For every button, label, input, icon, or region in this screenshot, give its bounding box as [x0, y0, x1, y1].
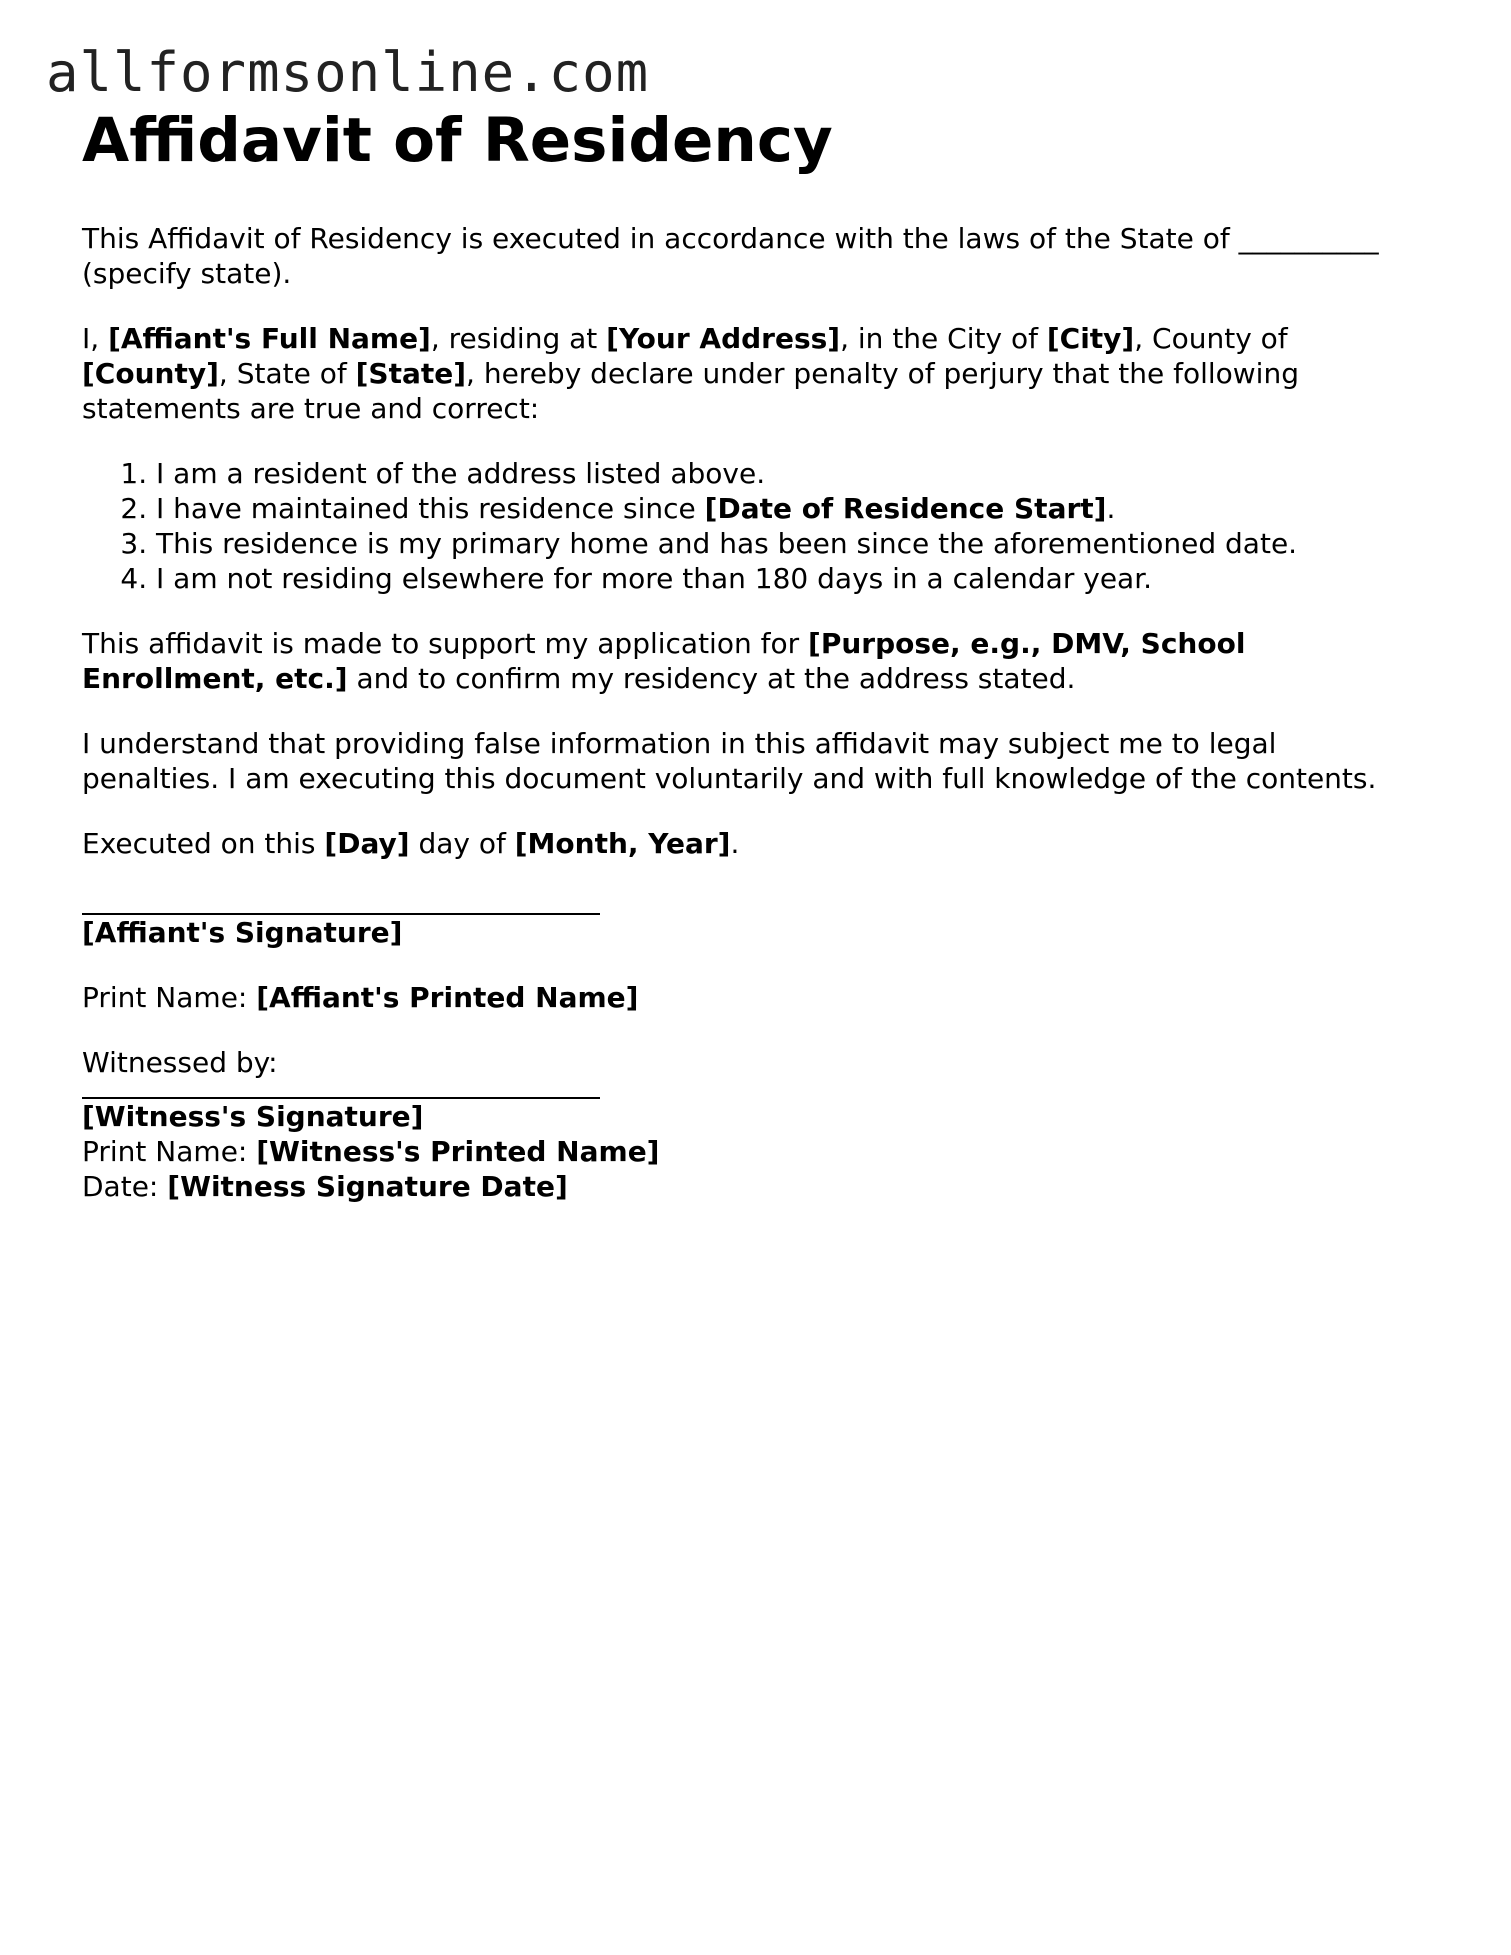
statement-3: 3. This residence is my primary home and has been since the aforementioned date.	[156, 526, 1422, 561]
declaration-text-2: , residing at	[430, 322, 607, 355]
intro-suffix: (specify state).	[82, 257, 292, 290]
executed-middle: day of	[409, 827, 515, 860]
intro-paragraph	[82, 221, 1422, 291]
witness-print-name	[82, 1134, 1422, 1169]
witness-printed-name-placeholder: [Witness's Printed Name]	[256, 1135, 660, 1168]
affidavit-document	[82, 105, 1422, 1204]
statement-4: 4. I am not residing elsewhere for more than 180 days in a calendar year.	[156, 561, 1422, 596]
statements-list	[82, 456, 1422, 596]
affiant-signature-label	[82, 915, 1422, 950]
document-title: Affidavit of Residency	[82, 105, 833, 176]
affiant-signature-text: [Affiant's Signature]	[82, 916, 403, 949]
executed-period: .	[730, 827, 740, 860]
declaration-text-3: , in the City of	[840, 322, 1047, 355]
understanding-paragraph: I understand that providing false information in this affidavit may subject me to legal penalties. I am executing this document voluntarily and with full knowledge of the contents.	[82, 727, 1377, 795]
declaration-text-6: , hereby declare under penalty of perjury that the following statements are true and correct:	[82, 357, 1299, 425]
witness-print-label: Print Name:	[82, 1135, 257, 1168]
day-placeholder: [Day]	[324, 827, 410, 860]
site-watermark: allformsonline.com	[46, 41, 650, 104]
residence-start-placeholder: [Date of Residence Start]	[704, 492, 1107, 525]
witness-date-placeholder: [Witness Signature Date]	[167, 1170, 568, 1203]
county-placeholder: [County]	[82, 357, 219, 390]
purpose-paragraph	[82, 626, 1422, 696]
witness-date-label: Date:	[82, 1170, 168, 1203]
affiant-name-placeholder: [Affiant's Full Name]	[108, 322, 431, 355]
address-placeholder: [Your Address]	[606, 322, 841, 355]
purpose-suffix: and to confirm my residency at the address stated.	[347, 662, 1076, 695]
statement-2	[156, 491, 1422, 526]
declaration-text-5: , State of	[218, 357, 356, 390]
witness-date	[82, 1169, 1422, 1204]
purpose-placeholder: [Purpose, e.g., DMV, School Enrollment, etc.]	[82, 627, 1246, 695]
affiant-print-label: Print Name:	[82, 981, 257, 1014]
declaration-text-4: , County of	[1134, 322, 1288, 355]
city-placeholder: [City]	[1046, 322, 1135, 355]
witnessed-by: Witnessed by:	[82, 1046, 278, 1079]
state-blank: __________	[1238, 222, 1379, 255]
witness-signature-label	[82, 1099, 1422, 1134]
affiant-printed-name-placeholder: [Affiant's Printed Name]	[256, 981, 639, 1014]
intro-text: This Affidavit of Residency is executed in accordance with the laws of the State of	[82, 222, 1239, 255]
declaration-paragraph	[82, 321, 1422, 426]
executed-text: Executed on this	[82, 827, 325, 860]
month-year-placeholder: [Month, Year]	[514, 827, 731, 860]
purpose-text: This affidavit is made to support my application for	[82, 627, 809, 660]
witness-signature-text: [Witness's Signature]	[82, 1100, 424, 1133]
declaration-text-1: I,	[82, 322, 109, 355]
affiant-print-name	[82, 980, 1422, 1015]
statement-1: 1. I am a resident of the address listed above.	[156, 456, 1422, 491]
state-placeholder: [State]	[355, 357, 467, 390]
statement-2-period: .	[1106, 492, 1116, 525]
executed-line	[82, 826, 1422, 861]
statement-2-text: I have maintained this residence since	[156, 492, 705, 525]
